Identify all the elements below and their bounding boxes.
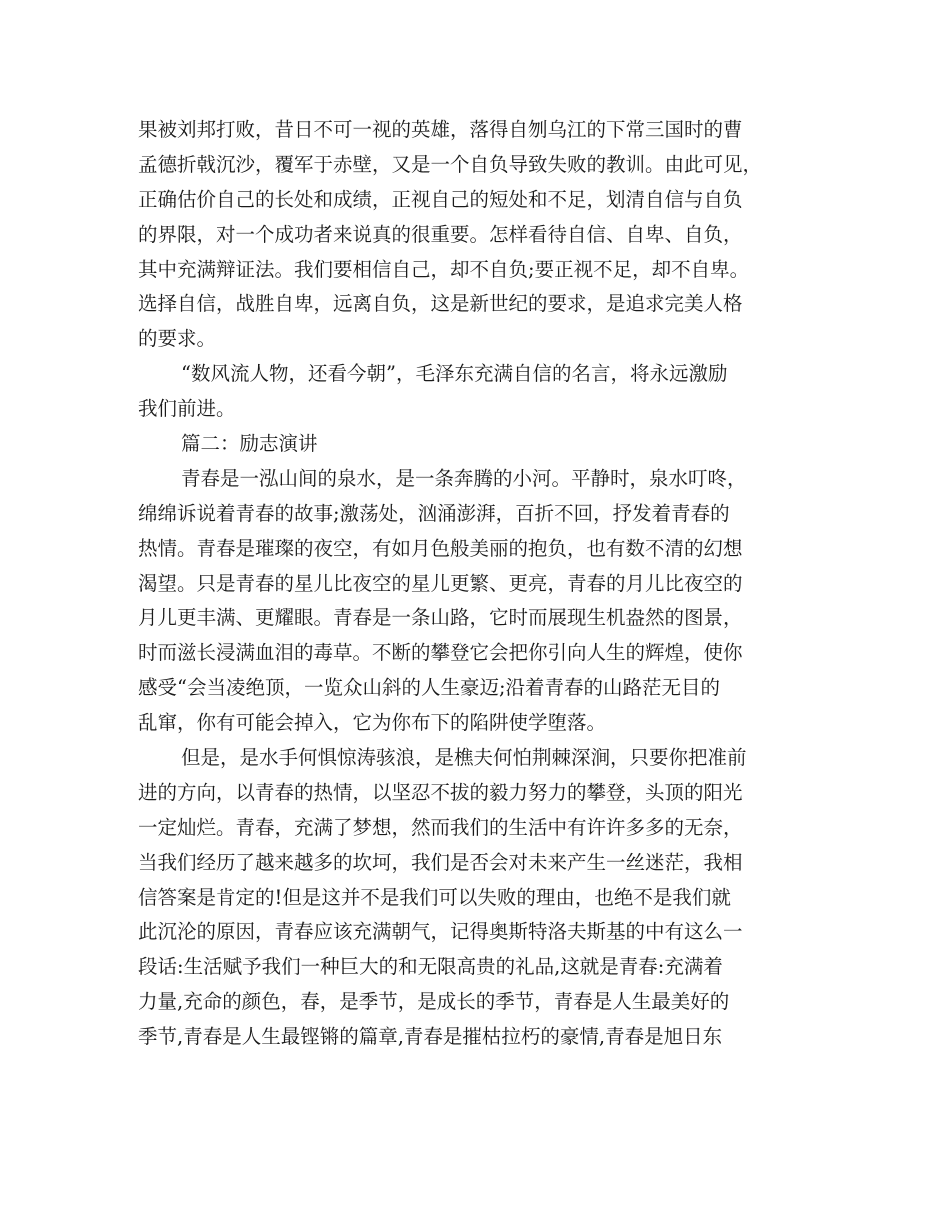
text-line: 其中充满辩证法。我们要相信自己，却不自负;要正视不足，却不自卑。 [138,257,750,281]
text-line: 但是，是水手何惧惊涛骇浪，是樵夫何怕荆棘深涧，只要你把准前 [181,746,747,770]
text-line: 篇二：励志演讲 [181,432,318,456]
text-line: 正确估价自己的长处和成绩，正视自己的短处和不足，划清自信与自负 [138,187,743,211]
text-line: 乱窜，你有可能会掉入，它为你布下的陷阱使学堕落。 [138,711,607,735]
text-line: 力量,充命的颜色，春，是季节，是成长的季节，青春是人生最美好的 [138,990,730,1014]
text-line: 月儿更丰满、更耀眼。青春是一条山路，它时而展现生机盎然的图景， [138,606,743,630]
text-line: 热情。青春是璀璨的夜空，有如月色般美丽的抱负，也有数不清的幻想 [138,536,743,560]
text-line: 的界限，对一个成功者来说真的很重要。怎样看待自信、自卑、自负， [138,222,743,246]
text-line: “数风流人物，还看今朝”，毛泽东充满自信的名言，将永远激励 [181,362,728,386]
text-line: 此沉沦的原因，青春应该充满朝气，记得奥斯特洛夫斯基的中有这么一 [138,920,743,944]
text-line: 绵绵诉说着青春的故事;激荡处，汹涌澎湃，百折不回，抒发着青春的 [138,501,730,525]
text-line: 青春是一泓山间的泉水，是一条奔腾的小河。平静时，泉水叮咚， [181,466,747,490]
text-line: 的要求。 [138,327,217,351]
text-line: 感受“会当凌绝顶，一览众山斜的人生豪迈;沿着青春的山路茫无目的 [138,676,721,700]
text-line: 季节,青春是人生最铿锵的篇章,青春是摧枯拉朽的豪情,青春是旭日东 [138,1025,723,1049]
text-line: 选择自信，战胜自卑，远离自负，这是新世纪的要求，是追求完美人格 [138,292,743,316]
document-body [138,113,818,1055]
text-line: 时而滋长浸满血泪的毒草。不断的攀登它会把你引向人生的辉煌，使你 [138,641,743,665]
text-line: 果被刘邦打败，昔日不可一视的英雄，落得自刎乌江的下常三国时的曹 [138,118,743,141]
text-line: 一定灿烂。青春，充满了梦想，然而我们的生活中有许许多多的无奈， [138,815,743,839]
text-line: 当我们经历了越来越多的坎坷，我们是否会对未来产生一丝迷茫，我相 [138,850,743,874]
text-line: 孟德折戟沉沙，覆军于赤壁，又是一个自负导致失败的教训。由此可见， [138,152,763,176]
text-line: 进的方向，以青春的热情，以坚忍不拔的毅力努力的攀登，头顶的阳光 [138,780,743,804]
text-line: 段话:生活赋予我们一种巨大的和无限高贵的礼品,这就是青春:充满着 [138,955,723,979]
text-line: 我们前进。 [138,397,236,421]
text-line: 渴望。只是青春的星儿比夜空的星儿更繁、更亮，青春的月儿比夜空的 [138,571,743,595]
text-line: 信答案是肯定的!但是这并不是我们可以失败的理由，也绝不是我们就 [138,885,731,909]
